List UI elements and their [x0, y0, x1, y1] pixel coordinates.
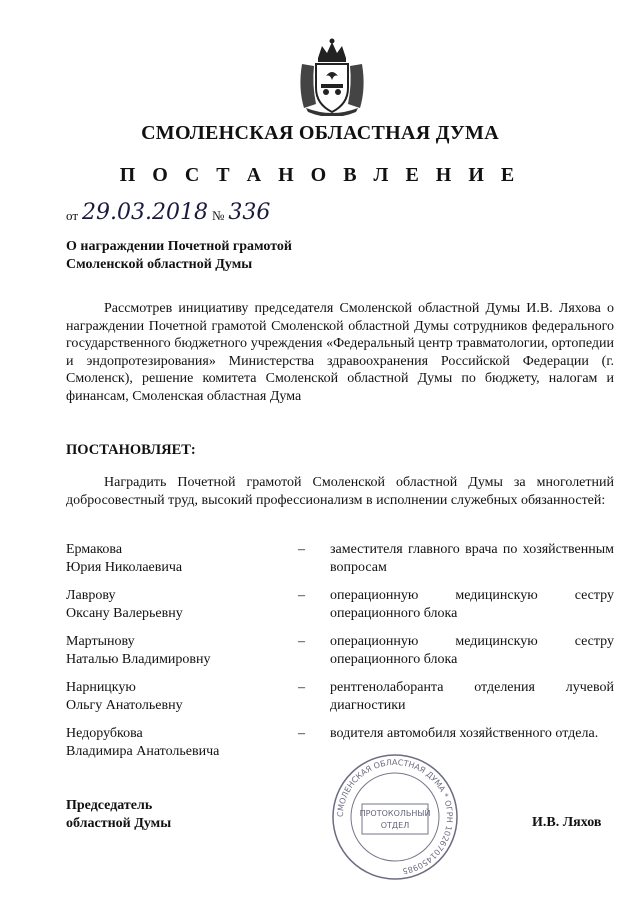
awardee-given-names: Владимира Анатольевича — [66, 743, 220, 759]
seal-inner-line-1: ПРОТОКОЛЬНЫЙ — [359, 809, 431, 818]
awardee-surname: Ермакова — [66, 542, 123, 557]
awardee-given-names: Юрия Николаевича — [66, 559, 183, 575]
seal-inner-line-2: ОТДЕЛ — [380, 821, 410, 830]
number-label: № — [211, 208, 225, 223]
signer-title-line-1: Председатель — [66, 798, 153, 813]
signer-title — [66, 797, 171, 833]
organization-name: СМОЛЕНСКАЯ ОБЛАСТНАЯ ДУМА — [141, 122, 499, 144]
awardee-surname: Недорубкова — [66, 726, 143, 741]
awardee-surname: Мартынову — [66, 634, 135, 649]
awardee-surname: Нарницкую — [66, 680, 136, 695]
dash-separator: – — [298, 542, 305, 557]
document-subject — [66, 238, 366, 274]
coat-of-arms-icon — [296, 38, 368, 116]
document-number: 336 — [228, 200, 271, 225]
date-line — [66, 196, 274, 224]
awardee-position: заместителя главного врача по хозяйственным вопросам — [330, 542, 614, 575]
award-paragraph: Наградить Почетной грамотой Смоленской областной Думы за многолетний добросовестный труд, высокий профессионализм в исполнении служебных обязанностей: — [66, 475, 614, 508]
awardee-given-names: Оксану Валерьевну — [66, 605, 183, 621]
seal-ring-text: СМОЛЕНСКАЯ ОБЛАСТНАЯ ДУМА * ОГРН 1026701450985 — [335, 757, 455, 876]
round-seal-icon — [330, 752, 460, 882]
dash-separator: – — [298, 680, 305, 695]
awardee-given-names: Наталью Владимировну — [66, 651, 211, 667]
awardee-position: операционную медицинскую сестру операционного блока — [330, 634, 614, 667]
signer-name: И.В. Ляхов — [532, 815, 602, 830]
document-type: П О С Т А Н О В Л Е Н И Е — [119, 164, 521, 186]
resolves-heading: ПОСТАНОВЛЯЕТ: — [66, 442, 196, 458]
awardee-name — [66, 541, 286, 576]
preamble-paragraph: Рассмотрев инициативу председателя Смоленской областной Думы И.В. Ляхова о награждении Почетной грамотой Смоленской областной Думы сотрудников федерального государственного бюджетного учреждения «Федеральный центр травматологии, ортопедии и эндопротезирования» Министерства здравоохранения Российской Федерации (г. Смоленск), решение комитета Смоленской областной Думы по бюджету, налогам и финансам, Смоленская областная Дума — [66, 301, 614, 404]
awardee-name — [66, 725, 286, 760]
awardee-position: рентгенолаборанта отделения лучевой диагностики — [330, 680, 614, 713]
awardee-name — [66, 679, 286, 714]
awardee-position: водителя автомобиля хозяйственного отдела. — [330, 726, 599, 741]
dash-separator: – — [298, 726, 305, 741]
document-date: 29.03.2018 — [82, 200, 208, 225]
awardee-surname: Лаврову — [66, 588, 116, 603]
awardee-name — [66, 633, 286, 668]
subject-line-1: О награждении Почетной грамотой — [66, 239, 292, 254]
date-from-label: от — [66, 208, 79, 223]
awardee-given-names: Ольгу Анатольевну — [66, 697, 183, 713]
signer-title-line-2: областной Думы — [66, 816, 172, 831]
awardee-position: операционную медицинскую сестру операционного блока — [330, 588, 614, 621]
subject-line-2: Смоленской областной Думы — [66, 257, 253, 272]
dash-separator: – — [298, 634, 305, 649]
dash-separator: – — [298, 588, 305, 603]
awardee-name — [66, 587, 286, 622]
